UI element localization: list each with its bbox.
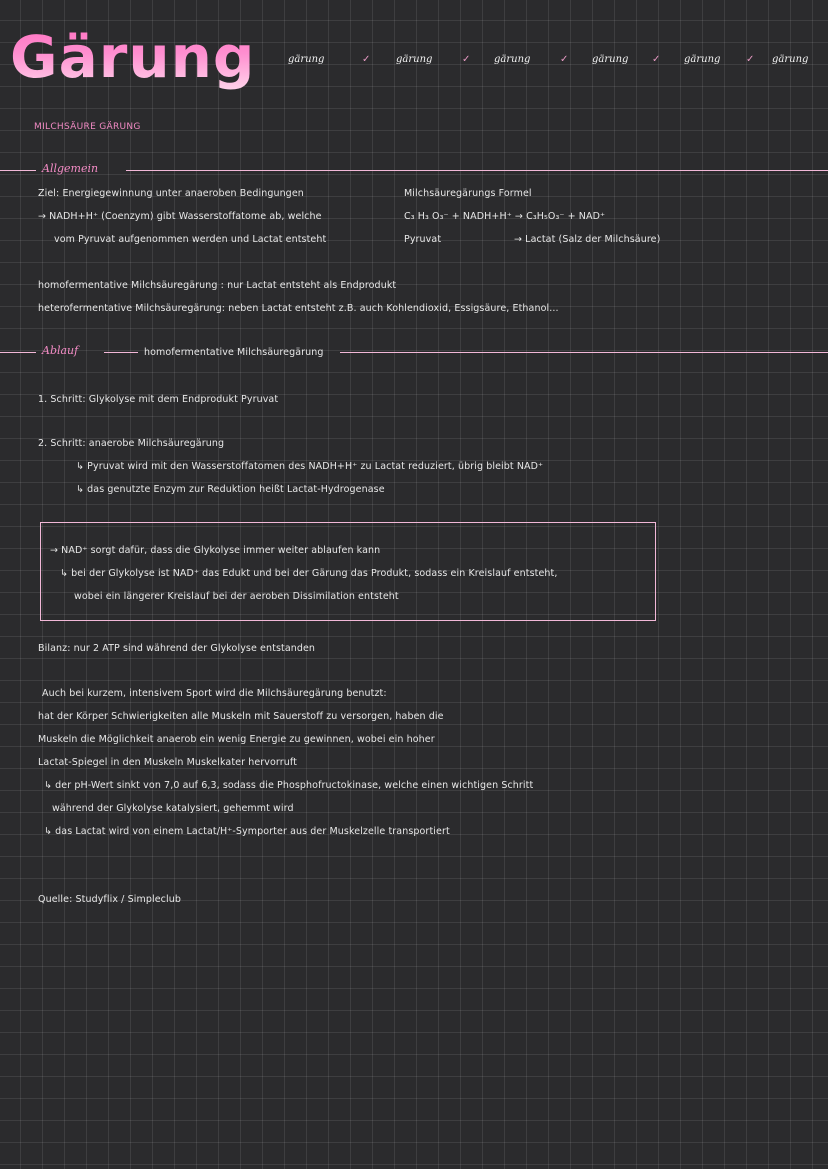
step1-text: 1. Schritt: Glykolyse mit dem Endprodukt Pyruvat [38,394,279,405]
divider [340,352,828,353]
divider [104,352,138,353]
step2a-text: ↳ Pyruvat wird mit den Wasserstoffatomen des NADH+H⁺ zu Lactat reduziert, übrig bleibt NAD⁺ [76,461,544,472]
pyruvat-text: vom Pyruvat aufgenommen werden und Lactat entsteht [54,234,327,245]
sport-line-2: hat der Körper Schwierigkeiten alle Muskeln mit Sauerstoff zu versorgen, haben die [38,711,444,722]
divider [0,352,36,353]
box-line-1: → NAD⁺ sorgt dafür, dass die Glykolyse immer weiter ablaufen kann [50,545,381,556]
sport-line-6: während der Glykolyse katalysiert, gehemmt wird [52,803,294,814]
check-icon: ✓ [560,54,569,65]
check-icon: ✓ [462,54,471,65]
allgemein-heading: Allgemein [42,162,99,175]
formula-title: Milchsäuregärungs Formel [404,188,532,199]
decoration-word: gärung [494,54,531,65]
section-subtitle: MILCHSÄURE GÄRUNG [34,122,141,132]
decoration-word: gärung [592,54,629,65]
ablauf-heading: Ablauf [42,344,79,357]
decoration-word: gärung [772,54,809,65]
box-line-2: ↳ bei der Glykolyse ist NAD⁺ das Edukt und bei der Gärung das Produkt, sodass ein Kreislauf entsteht, [60,568,558,579]
sport-line-5: ↳ der pH-Wert sinkt von 7,0 auf 6,3, sodass die Phosphofructokinase, welche einen wichtigen Schritt [44,780,534,791]
formula-lactat: → Lactat (Salz der Milchsäure) [514,234,661,245]
divider [126,170,828,171]
source-text: Quelle: Studyflix / Simpleclub [38,894,181,905]
homo-text: homofermentative Milchsäuregärung : nur Lactat entsteht als Endprodukt [38,280,397,291]
divider [0,170,36,171]
ablauf-subheading: homofermentative Milchsäuregärung [144,347,324,358]
formula-pyruvat: Pyruvat [404,234,442,245]
formula: C₃ H₃ O₃⁻ + NADH+H⁺ → C₃H₅O₃⁻ + NAD⁺ [404,211,606,222]
step2b-text: ↳ das genutzte Enzym zur Reduktion heißt Lactat-Hydrogenase [76,484,385,495]
sport-line-7: ↳ das Lactat wird von einem Lactat/H⁺-Symporter aus der Muskelzelle transportiert [44,826,450,837]
decoration-word: gärung [288,54,325,65]
check-icon: ✓ [362,54,371,65]
goal-text: Ziel: Energiegewinnung unter anaeroben Bedingungen [38,188,304,199]
box-line-3: wobei ein längerer Kreislauf bei der aeroben Dissimilation entsteht [74,591,399,602]
step2-text: 2. Schritt: anaerobe Milchsäuregärung [38,438,225,449]
page-title: Gärung [10,23,256,91]
bilanz-text: Bilanz: nur 2 ATP sind während der Glykolyse entstanden [38,643,316,654]
hetero-text: heterofermentative Milchsäuregärung: neben Lactat entsteht z.B. auch Kohlendioxid, Essigsäure, Ethanol... [38,303,559,314]
check-icon: ✓ [652,54,661,65]
check-icon: ✓ [746,54,755,65]
sport-line-1: Auch bei kurzem, intensivem Sport wird die Milchsäuregärung benutzt: [42,688,387,699]
decoration-word: gärung [396,54,433,65]
decoration-word: gärung [684,54,721,65]
sport-line-3: Muskeln die Möglichkeit anaerob ein wenig Energie zu gewinnen, wobei ein hoher [38,734,435,745]
nadh-text: → NADH+H⁺ (Coenzym) gibt Wasserstoffatome ab, welche [38,211,322,222]
sport-line-4: Lactat-Spiegel in den Muskeln Muskelkater hervorruft [38,757,298,768]
